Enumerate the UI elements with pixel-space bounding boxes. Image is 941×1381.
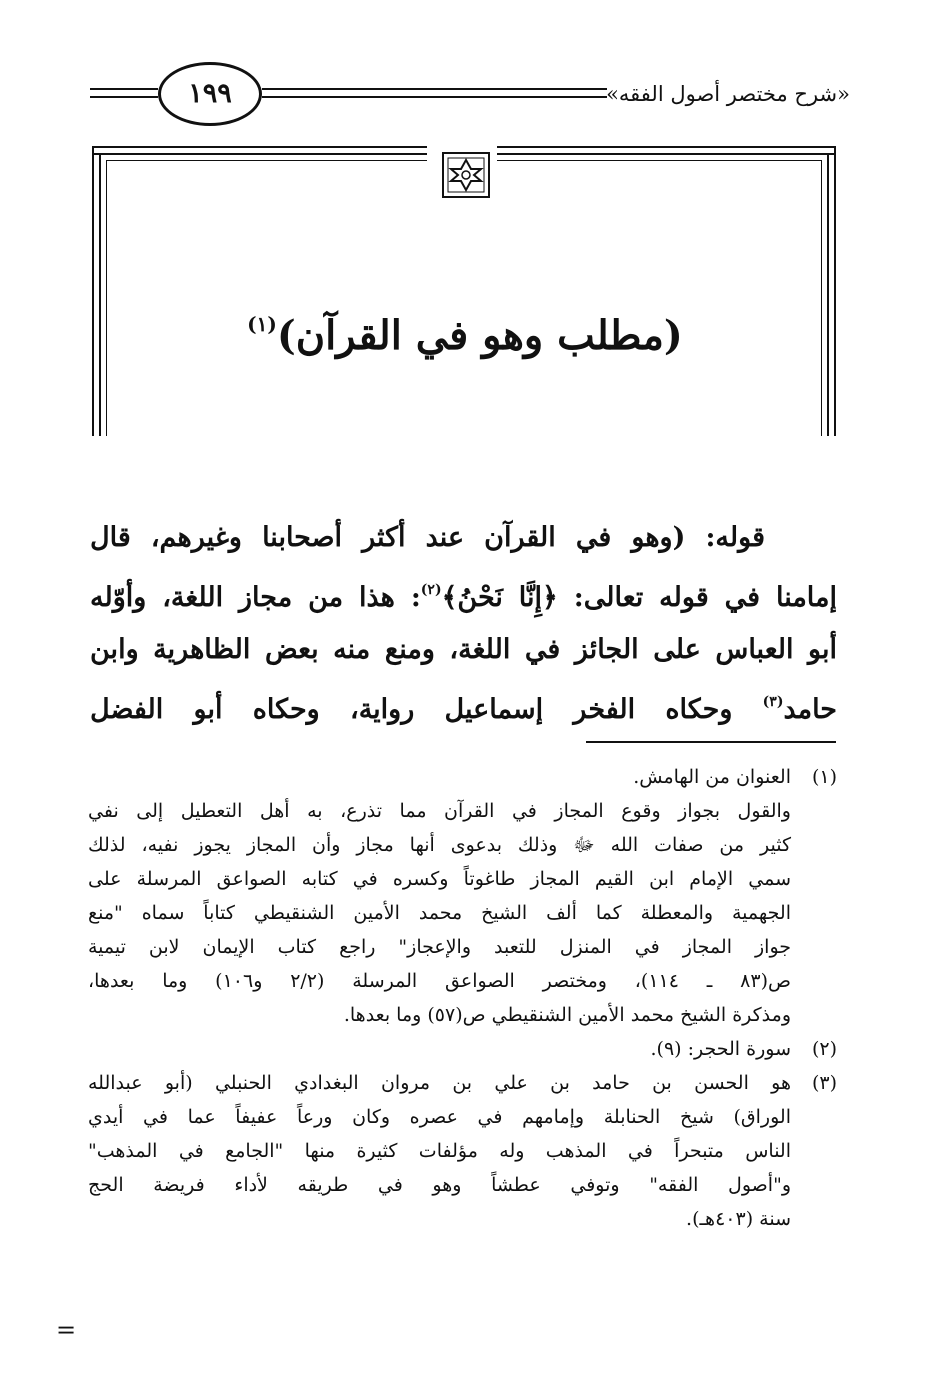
footnote-line: كثير من صفات الله ﷻ وذلك بدعوى أنها مجاز وأن المجاز يجوز نفيه، لذلك	[88, 834, 791, 856]
text-line	[90, 676, 837, 736]
section-title	[120, 312, 810, 359]
footnote-line: الوراق) شيخ الحنابلة وإمامهم في عصره وكان ورعاً عفيفاً عما في أيدي	[88, 1106, 791, 1128]
footnote-1	[88, 760, 837, 794]
book-title: «شرح مختصر أصول الفقه»	[606, 82, 850, 106]
text-segment: إمامنا في قوله تعالى: ﴿إِنَّا نَحْنُ﴾	[441, 582, 837, 613]
footnote-number: (٢)	[811, 1038, 837, 1060]
footnote-2	[88, 1032, 837, 1066]
text-segment: أبو العباس على الجائز في اللغة، ومنع منه بعض الظاهرية وابن	[90, 634, 837, 665]
text-segment: وحكاه الفخر إسماعيل رواية، وحكاه أبو الفضل	[90, 694, 763, 725]
text-line	[90, 564, 837, 624]
footnote-3	[88, 1066, 837, 1236]
footnotes	[88, 760, 837, 1236]
footnote-ref: (٣)	[762, 694, 784, 710]
header-rule-left	[90, 88, 158, 90]
footnote-ref: (١)	[247, 312, 277, 336]
text-segment: حامد	[783, 694, 837, 725]
text-segment: قوله: (وهو في القرآن عند أكثر أصحابنا وغيرهم، قال	[90, 522, 765, 553]
footnote-number: (٣)	[811, 1072, 837, 1094]
page-header	[80, 60, 850, 130]
footnote-line: ص(٨٣ ـ ١١٤)، ومختصر الصواعق المرسلة (٢/٢ و١٠٦) وما بعدها،	[88, 970, 791, 992]
footnote-line: الناس متبحراً في المذهب وله مؤلفات كثيرة منها "الجامع في المذهب"	[88, 1140, 791, 1162]
footnote-divider	[586, 741, 836, 743]
footnote-line: جواز المجاز في المنزل للتعبد والإعجاز" راجع كتاب الإيمان لابن تيمية	[88, 936, 791, 958]
header-rule-middle	[262, 96, 607, 98]
continuation-mark: =	[56, 1316, 77, 1344]
footnote-ref: (٢)	[420, 582, 442, 598]
footnote-line: العنوان من الهامش.	[633, 766, 791, 788]
page-number: ١٩٩	[158, 62, 262, 126]
footnote-line: ومذكرة الشيخ محمد الأمين الشنقيطي ص(٥٧) وما بعدها.	[343, 1004, 791, 1026]
text-line	[90, 624, 837, 676]
footnote-line: هو الحسن بن حامد بن علي بن مروان البغدادي الحنبلي (أبو عبدالله	[88, 1072, 791, 1094]
header-rule-middle	[262, 88, 607, 90]
footnote-number: (١)	[811, 766, 837, 788]
footnote-line: الجهمية والمعطلة كما ألف الشيخ محمد الأمين الشنقيطي كتاباً سماه "منع	[88, 902, 791, 924]
footnote-line: سورة الحجر: (٩).	[650, 1038, 791, 1060]
text-segment: : هذا من مجاز اللغة، وأوّله	[90, 582, 421, 613]
footnote-line: سمي الإمام ابن القيم المجاز طاغوتاً وكسره في كتابه الصواعق المرسلة على	[88, 868, 791, 890]
header-rule-left	[90, 96, 158, 98]
footnote-1-continued	[88, 794, 837, 1032]
footnote-line: سنة (٤٠٣هـ).	[686, 1208, 791, 1230]
text-line	[90, 512, 837, 564]
main-text	[90, 512, 837, 736]
ornament-icon	[440, 150, 492, 200]
footnote-line: و"أصول الفقه" وتوفي عطشاً وهو في طريقه لأداء فريضة الحج	[88, 1174, 791, 1196]
footnote-line: والقول بجواز وقوع المجاز في القرآن مما تذرع، به أهل التعطيل إلى نفي	[88, 800, 791, 822]
section-title-text: (مطلب وهو في القرآن)	[276, 312, 683, 359]
